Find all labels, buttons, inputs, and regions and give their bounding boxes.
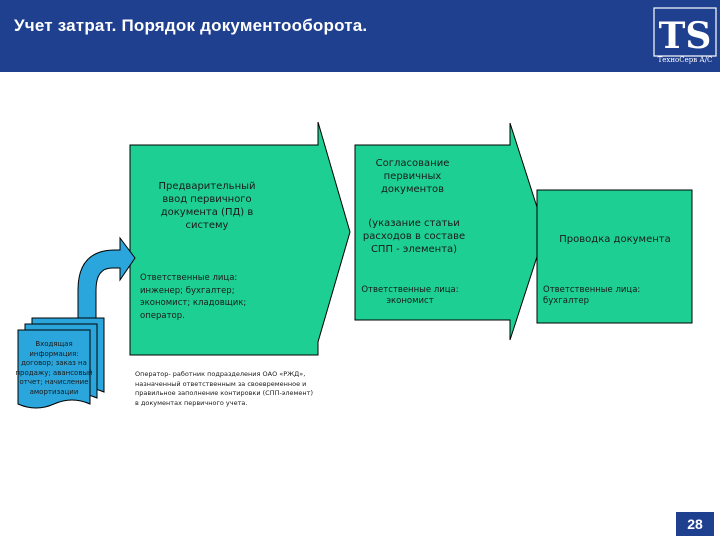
- step2-title: Согласование первичных документов: [375, 158, 450, 195]
- operator-footnote: Оператор- работник подразделения ОАО «РЖД», назначенный ответственным за своевременное и правильное заполнение контировки (СПП-элемент) в документах первичного учета.: [135, 370, 314, 407]
- step3-responsible: Ответственные лица: бухгалтер: [543, 285, 641, 306]
- page-number: 28: [676, 512, 714, 536]
- step1-responsible: Ответственные лица: инженер; бухгалтер; экономист; кладовщик; оператор.: [140, 273, 247, 321]
- logo-caption: ТехноСерв А/С: [657, 56, 713, 64]
- page-title: Учет затрат. Порядок документооборота.: [14, 16, 368, 35]
- step3-title: Проводка документа: [559, 234, 671, 245]
- step2-detail: (указание статьи расходов в составе СПП - элемента): [362, 218, 466, 255]
- step2-responsible: Ответственные лица: экономист: [361, 285, 459, 306]
- input-documents-text: Входящая информация: договор; заказ на продажу; авансовый отчет; начисление амортизации: [15, 340, 93, 396]
- step1-title: Предварительный ввод первичного документа (ПД) в систему: [158, 181, 256, 231]
- input-curved-arrow: [78, 238, 135, 325]
- logo-letters: TS: [658, 15, 712, 57]
